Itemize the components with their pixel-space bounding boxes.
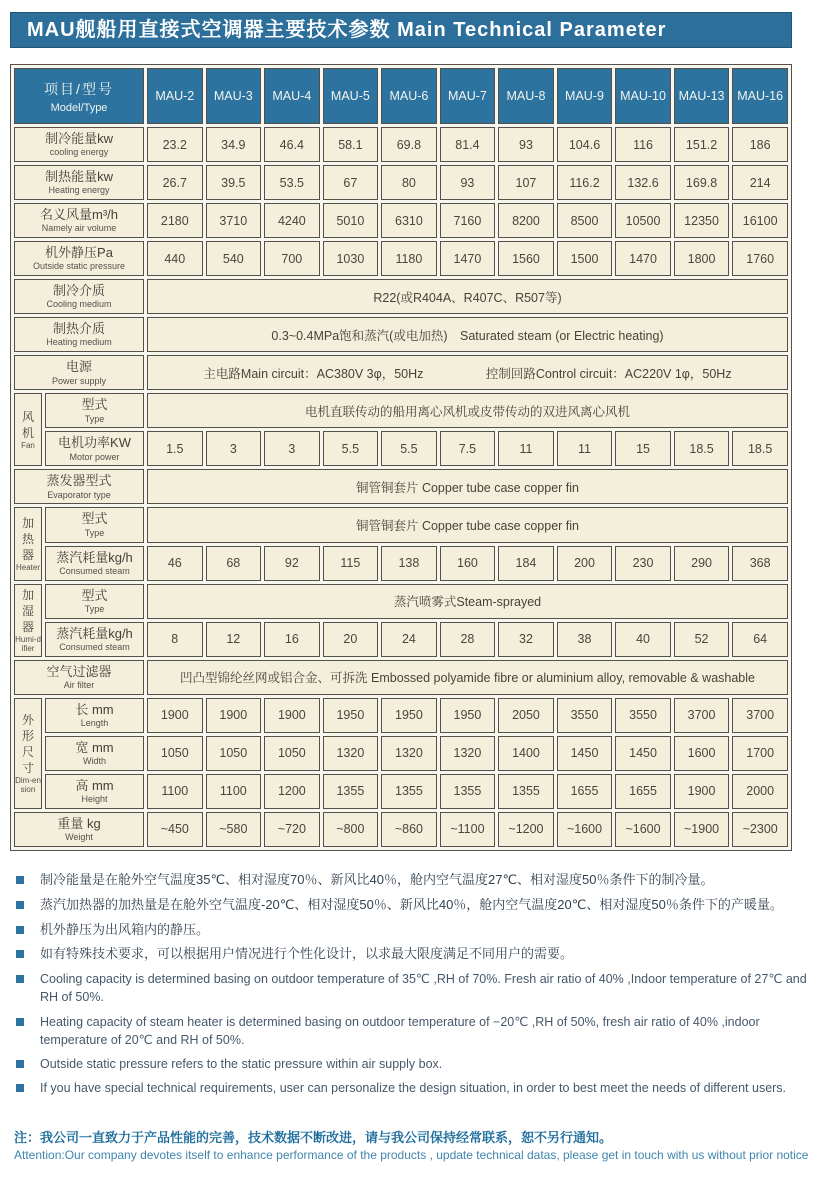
value-cell: 93 [498,127,554,162]
header-model-cell [14,68,144,124]
note-text: 蒸汽加热器的加热量是在舱外空气温度-20℃、相对湿度50％、新风比40％，舱内空气温度20℃、相对湿度50％条件下的产暖量。 [40,896,783,912]
value-cell: 1700 [732,736,788,771]
model-header-cell: MAU-9 [557,68,613,124]
value-cell: 1355 [323,774,379,809]
span-value-cell: 铜管铜套片 Copper tube case copper fin [147,469,788,504]
table-row [14,622,788,657]
value-cell: 11 [498,431,554,466]
table-row [14,317,788,352]
note-text: Outside static pressure refers to the static pressure within air supply box. [40,1056,443,1071]
value-cell: 1400 [498,736,554,771]
note-text: 制冷能量是在舱外空气温度35℃、相对湿度70％、新风比40％，舱内空气温度27℃、相对湿度50％条件下的制冷量。 [40,871,714,887]
row-label-en: Air filter [63,679,95,690]
row-label-en: Type [84,603,105,614]
table-header-row [14,68,788,124]
value-cell: 6310 [381,203,437,238]
span-value-cell: 0.3~0.4MPa饱和蒸汽(或电加热) Saturated steam (or Electric heating) [147,317,788,352]
note-text: Heating capacity of steam heater is determined basing on outdoor temperature of −20℃ ,RH of 50%, fresh air ratio of 40% ,indoor temperature of 20℃ and RH of 50%. [40,1014,760,1047]
value-cell: 1950 [440,698,496,733]
group-label-en: Heater [15,563,40,573]
note-text: Cooling capacity is determined basing on outdoor temperature of 35℃ ,RH of 70%. Fresh air ratio of 40% ,Indoor temperature of 27℃ and RH of 50%. [40,972,807,1005]
value-cell: 1800 [674,241,730,276]
value-cell: 92 [264,546,320,581]
row-label [45,431,144,466]
table-row [14,736,788,771]
row-label [45,736,144,771]
value-cell: 16 [264,622,320,657]
value-cell: 3 [264,431,320,466]
value-cell: 67 [323,165,379,200]
row-label [45,546,144,581]
value-cell: 1760 [732,241,788,276]
value-cell: 28 [440,622,496,657]
row-label [45,698,144,733]
note-cn-1 [14,871,826,890]
value-cell: 11 [557,431,613,466]
row-label [14,317,144,352]
value-cell: 200 [557,546,613,581]
row-label-cn: 宽 mm [75,739,114,755]
model-header-cell: MAU-7 [440,68,496,124]
value-cell: 5.5 [381,431,437,466]
row-label-en: Cooling medium [46,299,112,310]
value-cell: 1200 [264,774,320,809]
header-label-en: Model/Type [50,101,108,114]
value-cell: 69.8 [381,127,437,162]
note-text: 如有特殊技术要求，可以根据用户情况进行个性化设计，以求最大限度满足不同用户的需要。 [40,946,574,962]
table-row [14,127,788,162]
value-cell: 68 [206,546,262,581]
span-value-cell: R22(或R404A、R407C、R507等) [147,279,788,314]
value-cell: ~720 [264,812,320,847]
model-header-cell: MAU-13 [674,68,730,124]
row-label-cn: 制热能量kw [45,169,113,185]
value-cell: 18.5 [674,431,730,466]
model-header-cell: MAU-3 [206,68,262,124]
table-row [14,241,788,276]
value-cell: 214 [732,165,788,200]
span-value-cell: 铜管铜套片 Copper tube case copper fin [147,507,788,542]
value-cell: 2180 [147,203,203,238]
value-cell: 440 [147,241,203,276]
model-header-cell: MAU-10 [615,68,671,124]
header-label-cn: 项目/型号 [44,80,114,97]
note-en-4 [14,1079,826,1097]
row-label-cn: 蒸汽耗量kg/h [56,625,133,641]
span-value-cell: 蒸汽喷雾式Steam-sprayed [147,584,788,619]
row-label-cn: 制热介质 [53,321,106,337]
table-row [14,355,788,390]
value-cell: 52 [674,622,730,657]
row-label-en: Length [80,718,109,729]
value-cell: 132.6 [615,165,671,200]
value-cell: ~1900 [674,812,730,847]
row-label [45,584,144,619]
value-cell: 80 [381,165,437,200]
value-cell: ~450 [147,812,203,847]
value-cell: 23.2 [147,127,203,162]
note-text: 机外静压为出风箱内的静压。 [40,921,210,937]
row-label [45,622,144,657]
value-cell: 10500 [615,203,671,238]
value-cell: 115 [323,546,379,581]
row-label [14,127,144,162]
value-cell: 1600 [674,736,730,771]
row-label-en: Heating energy [48,185,110,196]
value-cell: 169.8 [674,165,730,200]
value-cell: 1355 [440,774,496,809]
row-label-en: Width [83,756,107,767]
value-cell: ~1200 [498,812,554,847]
value-cell: 1320 [440,736,496,771]
value-cell: 1655 [615,774,671,809]
span-value-cell: 凹凸型锦纶丝网或铝合金、可拆洗 Embossed polyamide fibre or aluminium alloy, removable & washable [147,660,788,695]
value-cell: 107 [498,165,554,200]
row-label-cn: 长 mm [75,701,114,717]
value-cell: 64 [732,622,788,657]
value-cell: 3 [206,431,262,466]
model-header-cell: MAU-16 [732,68,788,124]
value-cell: 184 [498,546,554,581]
note-en-2 [14,1013,826,1049]
group-label [14,507,42,580]
bullet-square-icon [16,1084,24,1092]
value-cell: 8500 [557,203,613,238]
value-cell: ~2300 [732,812,788,847]
row-label-en: Outside static pressure [32,261,126,272]
table-row [14,660,788,695]
value-cell: 230 [615,546,671,581]
value-cell: 16100 [732,203,788,238]
value-cell: 5010 [323,203,379,238]
group-label-cn: 外形尺寸 [21,712,34,776]
value-cell: 18.5 [732,431,788,466]
value-cell: ~580 [206,812,262,847]
value-cell: 53.5 [264,165,320,200]
value-cell: 8 [147,622,203,657]
value-cell: 58.1 [323,127,379,162]
row-label-cn: 重量 kg [57,815,101,831]
value-cell: 12350 [674,203,730,238]
spec-table-body [14,68,788,847]
row-label-en: Heating medium [46,337,112,348]
row-label [45,393,144,428]
note-cn-4 [14,945,826,964]
row-label-cn: 机外静压Pa [45,245,113,261]
value-cell: 1050 [264,736,320,771]
row-label-en: Namely air volume [41,223,117,234]
value-cell: 3700 [732,698,788,733]
value-cell: 1450 [557,736,613,771]
model-header-cell: MAU-6 [381,68,437,124]
table-row [14,546,788,581]
value-cell: 32 [498,622,554,657]
value-cell: 186 [732,127,788,162]
value-cell: 93 [440,165,496,200]
row-label-en: Consumed steam [59,641,130,652]
bullet-square-icon [16,950,24,958]
value-cell: 2000 [732,774,788,809]
value-cell: 46.4 [264,127,320,162]
value-cell: 26.7 [147,165,203,200]
group-label [14,584,42,657]
value-cell: ~800 [323,812,379,847]
notes-section [14,871,826,1097]
table-row [14,774,788,809]
value-cell: 1470 [615,241,671,276]
model-header-cell: MAU-5 [323,68,379,124]
bullet-square-icon [16,876,24,884]
value-cell: 81.4 [440,127,496,162]
row-label-cn: 电源 [66,359,93,375]
attention-note-cn: 注：我公司一直致力于产品性能的完善，技术数据不断改进，请与我公司保持经常联系，恕不另行通知。 [14,1130,613,1146]
value-cell: 116.2 [557,165,613,200]
value-cell: 3700 [674,698,730,733]
value-cell: 1655 [557,774,613,809]
bullet-square-icon [16,926,24,934]
value-cell: 5.5 [323,431,379,466]
value-cell: 1950 [381,698,437,733]
table-row [14,698,788,733]
value-cell: 1500 [557,241,613,276]
value-cell: 1100 [147,774,203,809]
value-cell: 700 [264,241,320,276]
row-label-en: Type [84,413,105,424]
value-cell: 1900 [264,698,320,733]
group-label-cn: 加湿器 [21,587,34,634]
value-cell: 1320 [323,736,379,771]
value-cell: 1050 [206,736,262,771]
value-cell: 1900 [206,698,262,733]
value-cell: 1900 [147,698,203,733]
value-cell: ~1600 [557,812,613,847]
value-cell: 4240 [264,203,320,238]
row-label-cn: 型式 [81,511,108,527]
value-cell: 1355 [498,774,554,809]
value-cell: 1.5 [147,431,203,466]
value-cell: 38 [557,622,613,657]
value-cell: 1560 [498,241,554,276]
value-cell: 116 [615,127,671,162]
value-cell: 1450 [615,736,671,771]
value-cell: ~1600 [615,812,671,847]
value-cell: 138 [381,546,437,581]
row-label [45,774,144,809]
span-value-cell: 主电路Main circuit：AC380V 3φ，50Hz 控制回路Control circuit：AC220V 1φ，50Hz [147,355,788,390]
value-cell: 1180 [381,241,437,276]
row-label-en: Motor power [69,451,120,462]
model-header-cell: MAU-4 [264,68,320,124]
value-cell: 24 [381,622,437,657]
value-cell: 290 [674,546,730,581]
value-cell: 1355 [381,774,437,809]
group-label-en: Fan [21,441,35,451]
table-row [14,507,788,542]
row-label-en: Weight [65,832,93,843]
value-cell: 20 [323,622,379,657]
model-header-cell: MAU-8 [498,68,554,124]
row-label-cn: 名义风量m³/h [40,207,119,223]
row-label [14,203,144,238]
row-label-cn: 高 mm [75,777,114,793]
value-cell: 34.9 [206,127,262,162]
table-row [14,469,788,504]
note-en-3 [14,1055,826,1073]
table-row [14,393,788,428]
group-label-en: Dim-ension [15,776,41,795]
page-title: MAU舰船用直接式空调器主要技术参数 Main Technical Parameter [10,12,792,48]
table-row [14,203,788,238]
value-cell: 1100 [206,774,262,809]
value-cell: 368 [732,546,788,581]
model-header-cell: MAU-2 [147,68,203,124]
table-row [14,431,788,466]
value-cell: 46 [147,546,203,581]
row-label-en: Height [81,794,108,805]
value-cell: 1320 [381,736,437,771]
group-label [14,698,42,809]
value-cell: 1050 [147,736,203,771]
row-label-cn: 电机功率KW [58,435,131,451]
note-cn-3 [14,921,826,940]
span-value-cell: 电机直联传动的船用离心风机或皮带传动的双进风离心风机 [147,393,788,428]
row-label-en: cooling energy [49,147,109,158]
row-label-cn: 制冷能量kw [45,131,113,146]
value-cell: 40 [615,622,671,657]
row-label-en: Evaporator type [47,489,111,500]
bullet-square-icon [16,1060,24,1068]
bullet-square-icon [16,901,24,909]
value-cell: 39.5 [206,165,262,200]
value-cell: 3710 [206,203,262,238]
group-label-cn: 风机 [21,409,34,440]
row-label [45,507,144,542]
value-cell: 3550 [557,698,613,733]
value-cell: 2050 [498,698,554,733]
value-cell: 3550 [615,698,671,733]
table-row [14,584,788,619]
table-row [14,279,788,314]
value-cell: 7160 [440,203,496,238]
row-label-cn: 型式 [81,397,108,413]
row-label-cn: 蒸发器型式 [46,473,112,489]
row-label-cn: 制冷介质 [53,283,106,299]
bullet-square-icon [16,1018,24,1026]
row-label [14,241,144,276]
bullet-square-icon [16,975,24,983]
table-row [14,165,788,200]
note-text: If you have special technical requirements, user can personalize the design situation, in order to best meet the needs of different users. [40,1080,787,1095]
group-label-cn: 加热器 [21,515,34,563]
value-cell: 1470 [440,241,496,276]
attention-note-en: Attention:Our company devotes itself to enhance performance of the products , update technical datas, please get in touch with us without prior notice [14,1148,809,1163]
row-label [14,812,144,847]
value-cell: 7.5 [440,431,496,466]
row-label-en: Consumed steam [59,565,130,576]
value-cell: 1030 [323,241,379,276]
spec-table [10,64,792,851]
row-label-cn: 蒸汽耗量kg/h [56,549,133,565]
attention-section [14,1127,826,1162]
row-label-cn: 空气过滤器 [46,663,112,679]
row-label [14,660,144,695]
row-label [14,355,144,390]
value-cell: ~860 [381,812,437,847]
value-cell: 8200 [498,203,554,238]
row-label-en: Type [84,527,105,538]
value-cell: 12 [206,622,262,657]
row-label [14,469,144,504]
note-en-1 [14,970,826,1006]
row-label [14,165,144,200]
value-cell: 160 [440,546,496,581]
note-cn-2 [14,896,826,915]
value-cell: 1950 [323,698,379,733]
value-cell: 151.2 [674,127,730,162]
value-cell: 1900 [674,774,730,809]
group-label-en: Humi-difier [15,635,41,653]
value-cell: ~1100 [440,812,496,847]
row-label [14,279,144,314]
value-cell: 104.6 [557,127,613,162]
value-cell: 540 [206,241,262,276]
group-label [14,393,42,466]
value-cell: 15 [615,431,671,466]
row-label-cn: 型式 [81,587,108,603]
table-row [14,812,788,847]
row-label-en: Power supply [51,375,107,386]
